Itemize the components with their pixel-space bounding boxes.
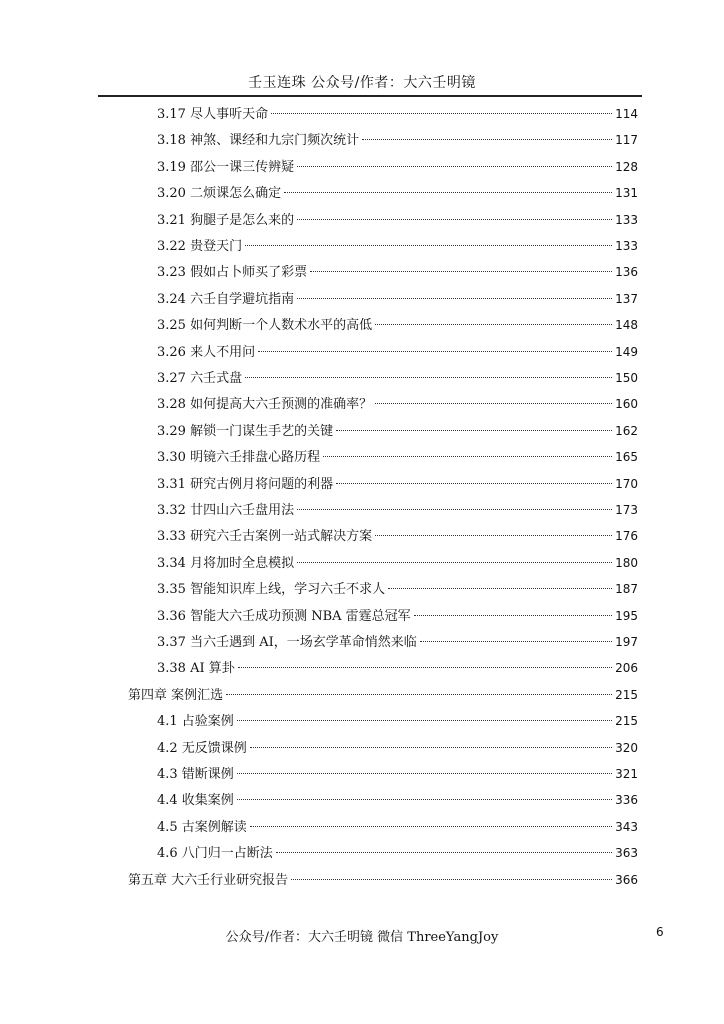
toc-entry[interactable] — [157, 262, 638, 282]
toc-entry-page: 173 — [615, 503, 638, 517]
toc-entry[interactable] — [157, 711, 638, 731]
toc-entry-label: 4.4 收集案例 — [157, 793, 234, 809]
toc-leader-dots — [336, 483, 612, 484]
toc-leader-dots — [375, 535, 612, 536]
toc-leader-dots — [420, 641, 612, 642]
toc-leader-dots — [250, 747, 612, 748]
toc-entry-page: 336 — [615, 793, 638, 808]
toc-entry-page: 136 — [615, 265, 638, 280]
toc-entry-page: 187 — [615, 582, 638, 597]
toc-leader-dots — [258, 351, 612, 352]
toc-entry-page: 148 — [615, 318, 638, 333]
toc-entry-label: 4.5 古案例解读 — [157, 819, 247, 835]
toc-leader-dots — [414, 615, 612, 616]
toc-entry[interactable] — [157, 289, 638, 309]
toc-leader-dots — [245, 377, 612, 378]
toc-entry-page: 114 — [615, 107, 638, 121]
toc-entry-page: 162 — [615, 423, 638, 438]
toc-entry-page: 195 — [615, 608, 638, 623]
toc-entry-label: 3.23 假如占卜师买了彩票 — [157, 265, 308, 281]
toc-entry[interactable] — [157, 843, 638, 863]
toc-leader-dots — [271, 113, 612, 114]
toc-entry[interactable] — [157, 447, 638, 467]
toc-entry[interactable] — [157, 500, 638, 520]
toc-entry-page: 363 — [615, 846, 638, 861]
toc-entry-label: 3.22 贵登天门 — [157, 239, 243, 254]
toc-entry-page: 137 — [615, 291, 638, 306]
toc-entry[interactable] — [157, 579, 638, 599]
toc-entry[interactable] — [157, 474, 638, 494]
toc-entry-label: 3.34 月将加时全息模拟 — [157, 555, 295, 571]
toc-entry[interactable] — [157, 606, 638, 626]
toc-entry-label: 4.6 八门归一占断法 — [157, 846, 273, 862]
toc-entry[interactable] — [157, 421, 638, 441]
toc-entry-label: 3.26 来人不用问 — [157, 344, 256, 360]
toc-entry-label: 3.36 智能大六壬成功预测 NBA 雷霆总冠军 — [157, 608, 411, 624]
toc-entry-page: 165 — [615, 450, 638, 465]
toc-leader-dots — [297, 166, 612, 167]
toc-leader-dots — [336, 430, 612, 431]
toc-entry[interactable] — [157, 104, 638, 124]
toc-entry-label: 3.38 AI 算卦 — [157, 661, 235, 677]
toc-leader-dots — [245, 245, 612, 246]
toc-leader-dots — [297, 219, 612, 220]
toc-entry-page: 343 — [615, 819, 638, 834]
toc-entry-label: 3.24 六壬自学避坑指南 — [157, 291, 295, 307]
toc-entry[interactable] — [157, 526, 638, 546]
toc-entry-page: 321 — [615, 767, 638, 781]
page-number: 6 — [656, 925, 664, 939]
toc-entry-label: 第四章 案例汇选 — [128, 687, 224, 703]
toc-leader-dots — [310, 271, 612, 272]
toc-entry[interactable] — [157, 658, 638, 678]
toc-entry[interactable] — [157, 210, 638, 230]
toc-entry-label: 3.37 当六壬遇到 AI，一场玄学革命悄然来临 — [157, 635, 417, 650]
toc-entry[interactable] — [157, 315, 638, 335]
toc-entry[interactable] — [157, 183, 638, 203]
toc-entry-page: 320 — [615, 740, 638, 755]
toc-entry[interactable] — [157, 130, 638, 150]
toc-entry-page: 215 — [615, 714, 638, 729]
toc-entry-label: 3.19 邵公一课三传辨疑 — [157, 159, 295, 175]
toc-leader-dots — [238, 667, 612, 668]
toc-leader-dots — [276, 852, 612, 853]
toc-entry-label: 3.20 二烦课怎么确定 — [157, 186, 282, 202]
toc-leader-dots — [291, 879, 612, 880]
toc-entry-label: 3.33 研究六壬古案例一站式解决方案 — [157, 529, 373, 545]
toc-leader-dots — [388, 588, 612, 589]
toc-entry-page: 149 — [615, 344, 638, 359]
toc-entry-page: 180 — [615, 555, 638, 570]
toc-leader-dots — [375, 324, 612, 325]
toc-leader-dots — [237, 720, 612, 721]
toc-leader-dots — [297, 509, 612, 510]
toc-entry-page: 366 — [615, 872, 638, 887]
toc-entry[interactable] — [157, 157, 638, 177]
toc-entry[interactable] — [128, 685, 638, 705]
toc-entry-label: 4.3 错断课例 — [157, 767, 234, 782]
toc-entry[interactable] — [128, 870, 638, 890]
toc-entry-page: 170 — [615, 476, 638, 491]
toc-entry[interactable] — [157, 394, 638, 414]
toc-leader-dots — [362, 139, 612, 140]
toc-entry-label: 3.17 尽人事听天命 — [157, 107, 269, 122]
toc-entry-page: 197 — [615, 635, 638, 649]
header-title: 壬玉连珠 公众号/作者：大六壬明镜 — [248, 75, 476, 91]
toc-entry[interactable] — [157, 368, 638, 388]
toc-entry-page: 206 — [615, 661, 638, 676]
toc-entry-label: 第五章 大六壬行业研究报告 — [128, 872, 289, 888]
toc-entry-label: 3.28 如何提高大六壬预测的准确率？ — [157, 397, 373, 413]
toc-entry-page: 215 — [615, 687, 638, 702]
toc-entry-page: 117 — [615, 133, 638, 148]
toc-entry-label: 4.2 无反馈课例 — [157, 740, 247, 756]
toc-leader-dots — [375, 403, 612, 404]
toc-entry-label: 3.30 明镜六壬排盘心路历程 — [157, 450, 321, 466]
toc-entry-page: 176 — [615, 529, 638, 544]
toc-entry-label: 3.25 如何判断一个人数术水平的高低 — [157, 318, 373, 334]
toc-entry-label: 3.29 解锁一门谋生手艺的关键 — [157, 423, 334, 439]
toc-entry-page: 133 — [615, 239, 638, 253]
toc-entry-page: 160 — [615, 397, 638, 412]
toc-entry[interactable] — [157, 817, 638, 837]
toc-entry[interactable] — [157, 764, 638, 784]
toc-leader-dots — [323, 456, 612, 457]
toc-entry-label: 4.1 占验案例 — [157, 714, 234, 730]
toc-entry-page: 133 — [615, 212, 638, 227]
toc-entry-page: 128 — [615, 159, 638, 174]
toc-entry-label: 3.18 神煞、课经和九宗门频次统计 — [157, 133, 360, 149]
toc-entry-label: 3.35 智能知识库上线，学习六壬不求人 — [157, 582, 386, 598]
toc-entry-label: 3.31 研究古例月将问题的利器 — [157, 476, 334, 492]
toc-leader-dots — [237, 799, 612, 800]
header-rule — [98, 95, 642, 97]
toc-leader-dots — [284, 192, 612, 193]
toc-entry-label: 3.32 廿四山六壬盘用法 — [157, 503, 295, 518]
toc-leader-dots — [250, 826, 612, 827]
toc-entry[interactable] — [157, 236, 638, 256]
toc-entry-label: 3.21 狗腿子是怎么来的 — [157, 212, 295, 228]
toc-entry[interactable] — [157, 738, 638, 758]
toc-entry-page: 150 — [615, 371, 638, 385]
toc-entry-page: 131 — [615, 186, 638, 201]
toc-entry[interactable] — [157, 790, 638, 810]
toc-entry[interactable] — [157, 553, 638, 573]
footer-text: 公众号/作者：大六壬明镜 微信 ThreeYangJoy — [225, 930, 499, 945]
toc-leader-dots — [297, 562, 612, 563]
toc-entry[interactable] — [157, 342, 638, 362]
toc-leader-dots — [297, 298, 612, 299]
toc-leader-dots — [226, 694, 612, 695]
toc-leader-dots — [237, 773, 612, 774]
toc-entry[interactable] — [157, 632, 638, 652]
toc-entry-label: 3.27 六壬式盘 — [157, 371, 243, 386]
